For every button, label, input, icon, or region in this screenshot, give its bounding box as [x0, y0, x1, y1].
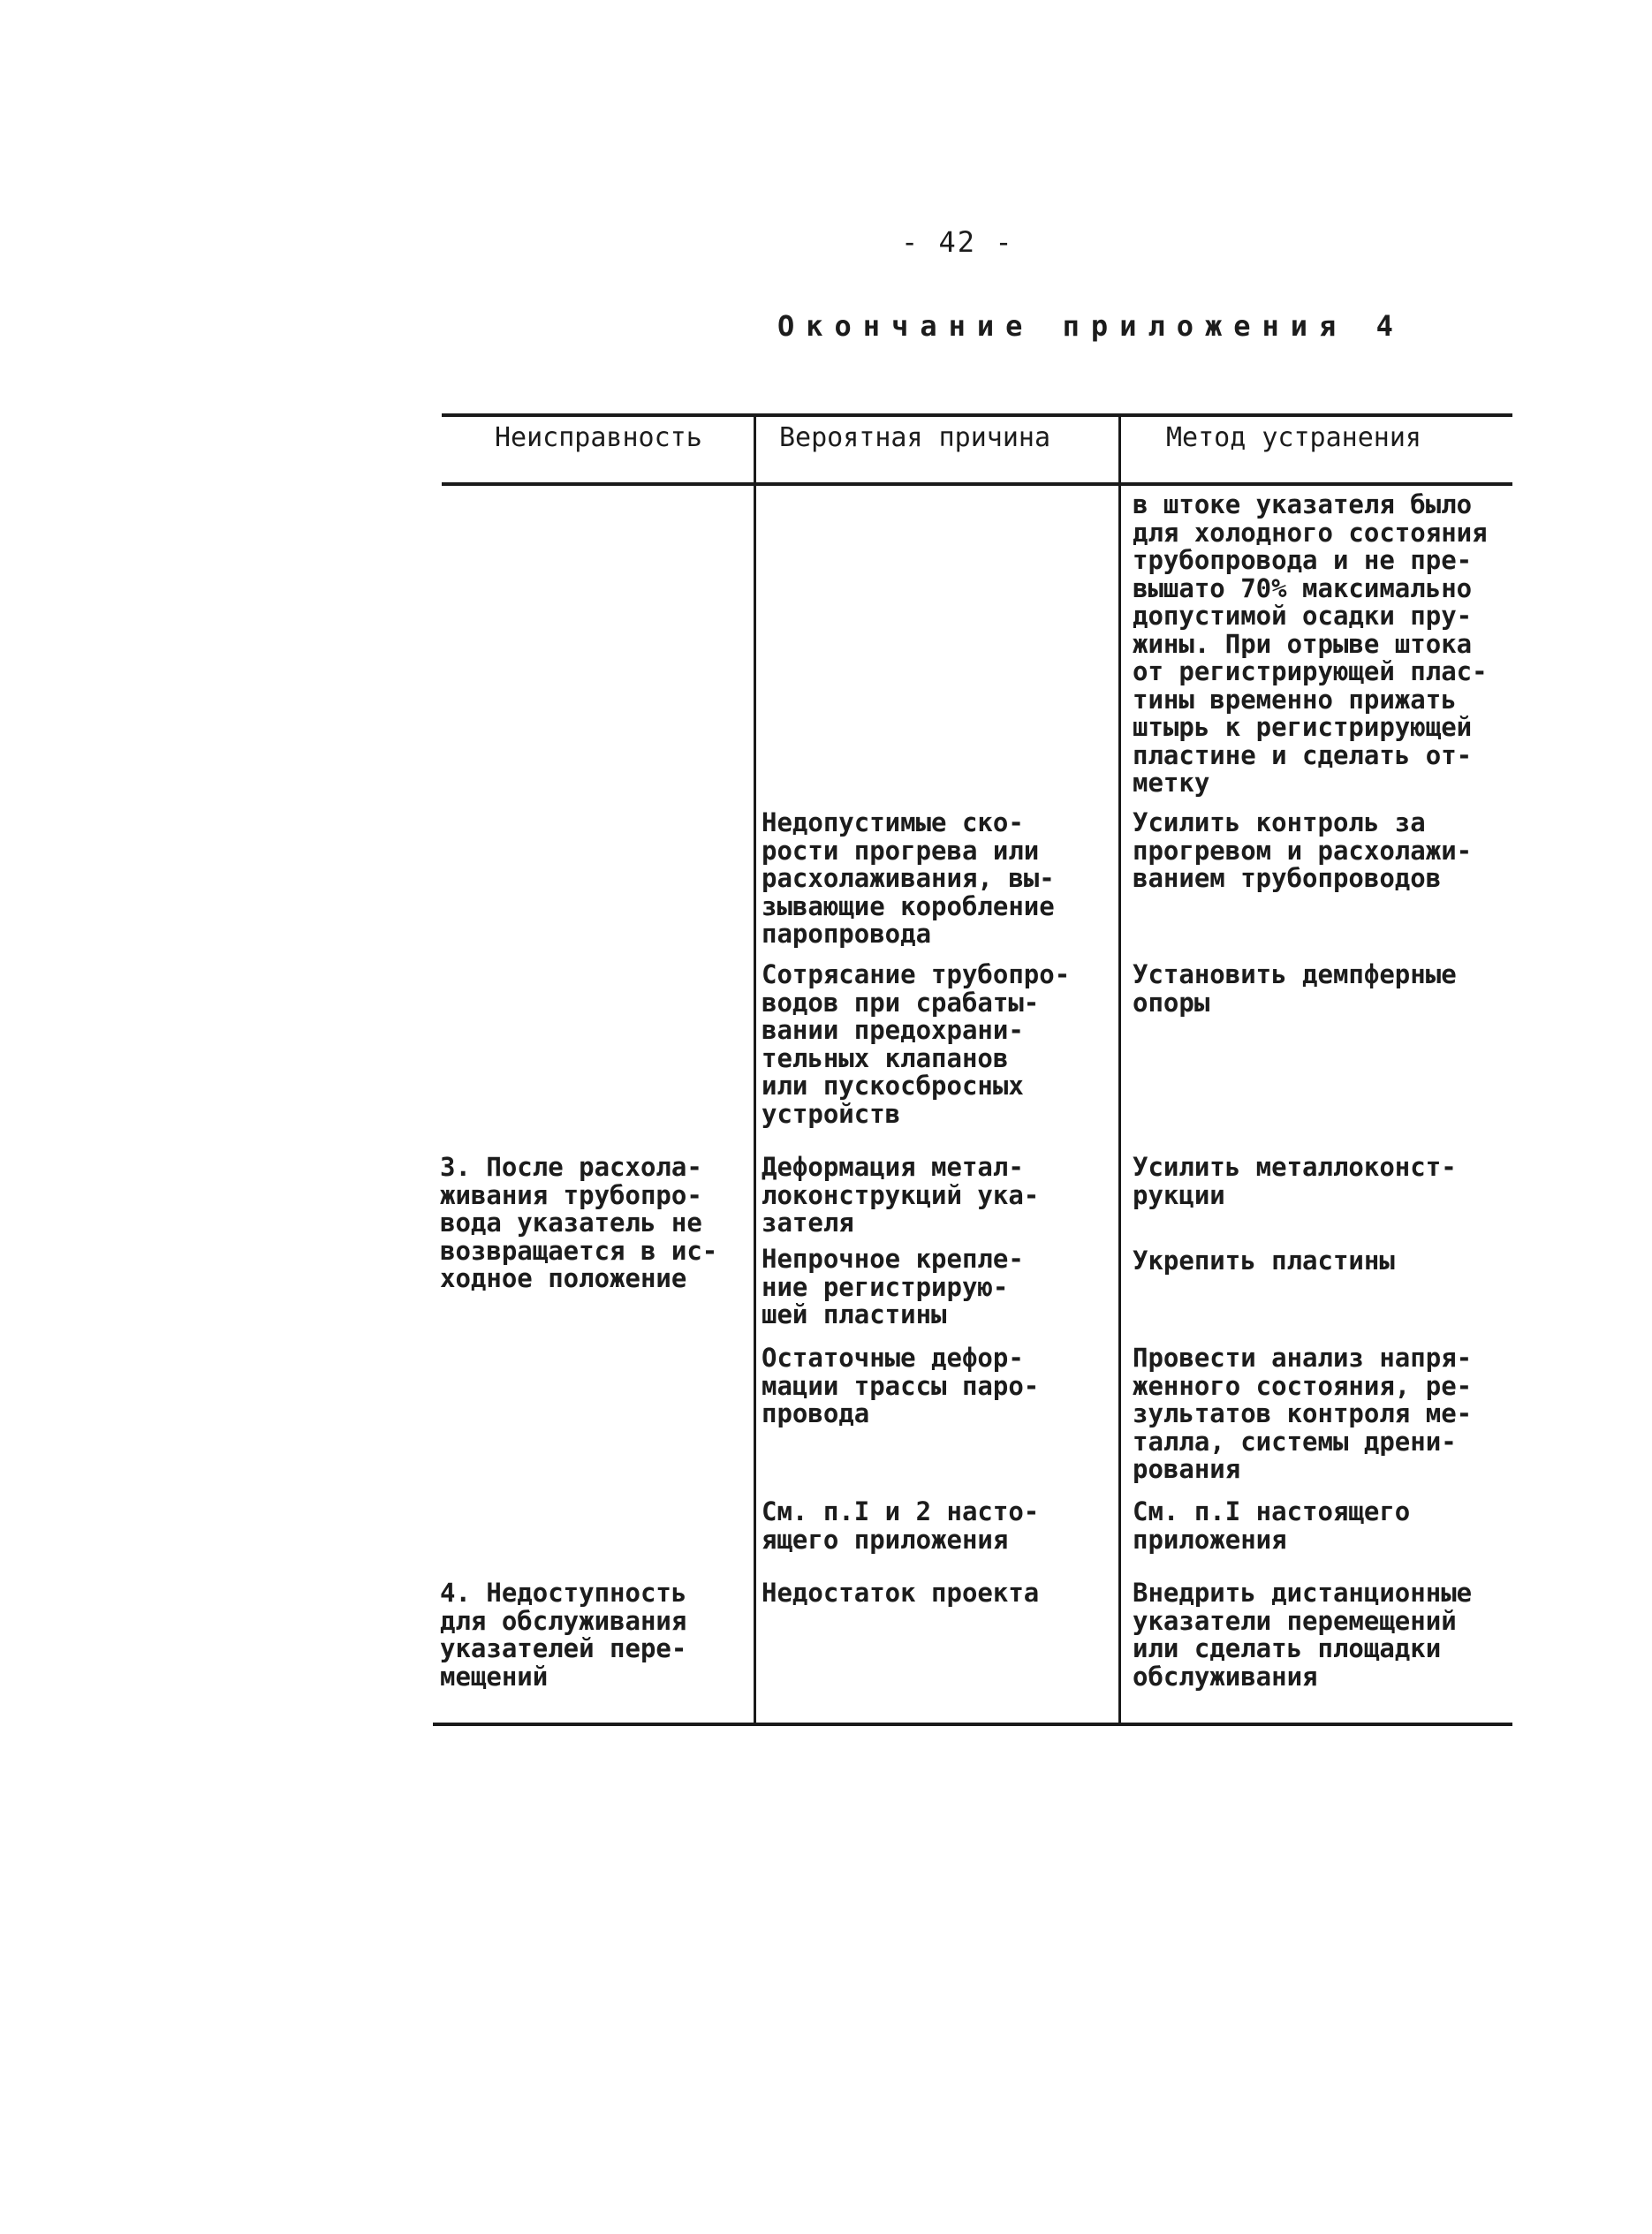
fault-cell: 4. Недоступность для обслуживания указателей пере- мещений: [440, 1578, 687, 1692]
method-cell: Установить демпферные опоры: [1133, 959, 1457, 1018]
cause-cell: Недопустимые ско- рости прогрева или расхолаживания, вы- зывающие коробление паропровода: [762, 807, 1055, 949]
column-header-cause: Вероятная причина: [779, 422, 1051, 453]
column-divider: [754, 415, 756, 1724]
fault-cell: 3. После расхола- живания трубопро- вода указатель не возвращается в ис- ходное положение: [440, 1152, 718, 1293]
page-number: - 42 -: [901, 225, 1014, 259]
cause-cell: Деформация метал- локонструкций ука- зателя: [762, 1152, 1040, 1238]
method-cell: Провести анализ напря- женного состояния, ре- зультатов контроля ме- талла, системы дрени- рования: [1133, 1343, 1473, 1484]
method-cell: в штоке указателя было для холодного состояния трубопровода и не пре- вышато 70% максимально допустимой осадки пру- жины. При отрыве штока от регистрирующей плас- тины временно прижать штырь к регистрирующей пластине и сделать от- метку: [1133, 489, 1488, 798]
appendix-title: Окончание приложения 4: [777, 309, 1405, 343]
cause-cell: Сотрясание трубопро- водов при срабаты- вании предохрани- тельных клапанов или пускосбросных устройств: [762, 959, 1071, 1129]
method-cell: См. п.I настоящего приложения: [1133, 1496, 1411, 1555]
cause-cell: Недостаток проекта: [762, 1578, 1040, 1608]
method-cell: Укрепить пластины: [1133, 1246, 1395, 1276]
cause-cell: См. п.I и 2 насто- ящего приложения: [762, 1496, 1040, 1555]
table-top-rule: [442, 413, 1512, 417]
column-divider: [1118, 415, 1121, 1724]
cause-cell: Остаточные дефор- мации трассы паро- провода: [762, 1343, 1040, 1428]
method-cell: Внедрить дистанционные указатели перемещений или сделать площадки обслуживания: [1133, 1578, 1473, 1692]
column-header-method: Метод устранения: [1166, 422, 1421, 453]
table-header-rule: [442, 482, 1512, 486]
column-header-fault: Неисправность: [495, 422, 702, 453]
method-cell: Усилить металлоконст- рукции: [1133, 1152, 1457, 1210]
method-cell: Усилить контроль за прогревом и расхолажи- ванием трубопроводов: [1133, 807, 1473, 893]
table-bottom-rule: [433, 1723, 1512, 1726]
cause-cell: Непрочное крепле- ние регистрирую- шей пластины: [762, 1244, 1024, 1329]
